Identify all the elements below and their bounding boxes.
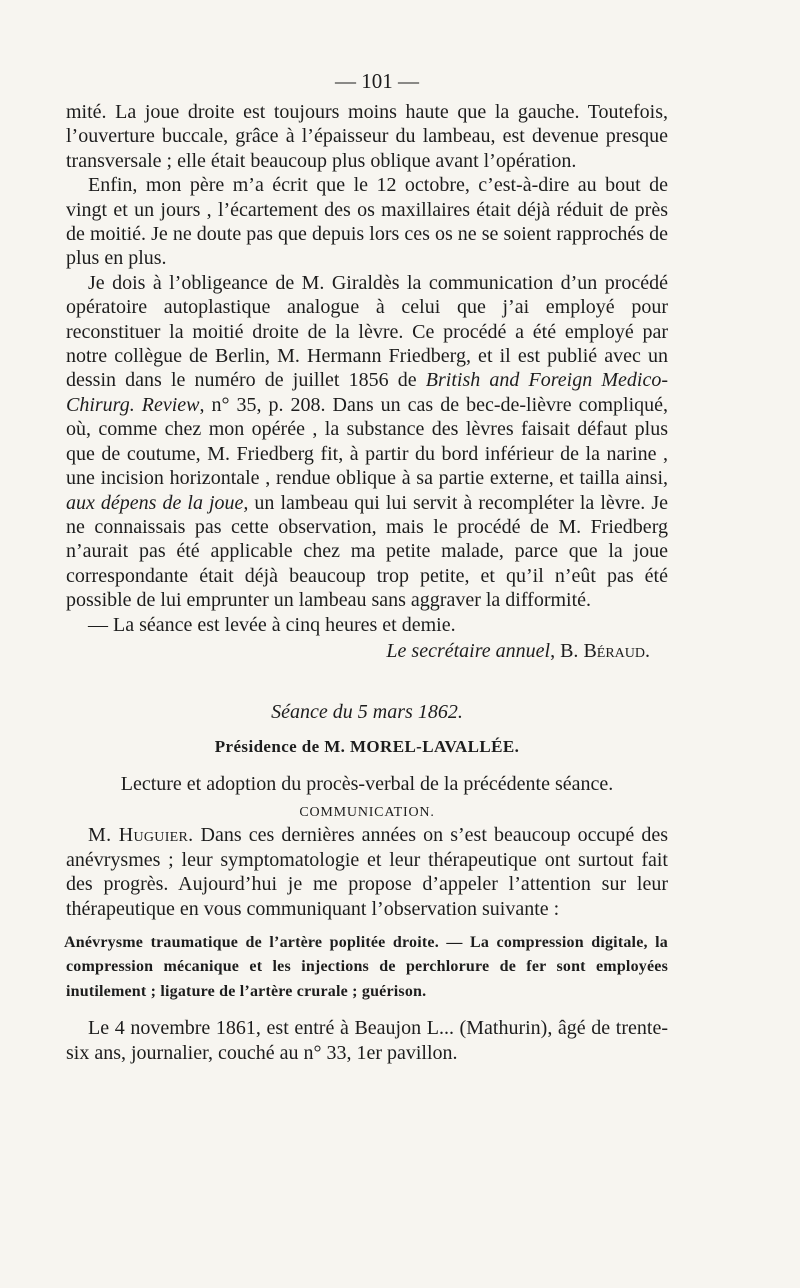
huguier-paragraph — [66, 823, 668, 921]
paragraph-2: Enfin, mon père m’a écrit que le 12 octobre, c’est-à-dire au bout de vingt et un jours , l’écartement des os maxillaires était déjà réduit de près de moitié. Je ne doute pas que depuis lors ces os ne se soient rapprochés de plus en plus. — [66, 174, 668, 270]
italic-phrase: aux dépens de la joue, — [66, 491, 249, 514]
case-paragraph: Le 4 novembre 1861, est entré à Beaujon L... (Mathurin), âgé de trente-six ans, journalier, couché au n° 33, 1er pavillon. — [66, 1017, 668, 1064]
signature-initial: B. — [560, 639, 584, 662]
paragraph-3-part-c: un lambeau qui lui servit à recompléter la lèvre. Je ne connaissais pas cette observation, mais le procédé de M. Friedberg n’aurait pas été applicable chez ma petite malade, parce que la joue correspondante était déjà beaucoup trop petite, et qu’il n’eût pas été possible de lui emprunter un lambeau sans aggraver la difformité. — [66, 491, 668, 612]
page-number: — 101 — — [335, 69, 419, 93]
paragraph-1: mité. La joue droite est toujours moins haute que la gauche. Toutefois, l’ouverture buccale, grâce à l’épaisseur du lambeau, est devenue presque transversale ; elle était beaucoup plus oblique avant l’opération. — [66, 101, 668, 172]
presidence-line: Présidence de M. MOREL-LAVALLÉE. — [214, 737, 520, 757]
secretary-signature — [66, 639, 668, 663]
lecture-line: Lecture et adoption du procès-verbal de la précédente séance. — [120, 773, 614, 796]
page-body — [66, 100, 668, 1065]
case-title: Anévrysme traumatique de l’artère poplitée droite. — La compression digitale, la compression mécanique et les injections de perchlorure de fer sont employées inutilement ; ligature de l’artère crurale ; guérison. — [64, 933, 668, 1000]
paragraph-3-part-b: , n° 35, p. 208. Dans un cas de bec-de-lièvre compliqué, où, comme chez mon opérée , la substance des lèvres faisait défaut plus que de coutume, M. Friedberg fit, à partir du bord inférieur de la narine , une incision horizontale , rendue oblique à sa partie externe, et tailla ainsi, — [66, 393, 669, 490]
paragraph-4: — La séance est levée à cinq heures et demie. — [88, 613, 456, 636]
huguier-text: Dans ces dernières années on s’est beaucoup occupé des anévrysmes ; leur symptomatologie et leur thérapeutique ont surtout fait des progrès. Aujourd’hui je me propose d’appeler l’attention sur leur thérapeutique en vous communiquant l’observation suivante : — [66, 824, 668, 920]
paragraph-3-part-a: Je dois à l’obligeance de M. Giraldès la communication d’un procédé opératoire autoplastique analogue à celui que j’ai employé pour reconstituer la moitié droite de la lèvre. Ce procédé a été employé par notre collègue de Berlin, M. Hermann Friedberg, et il est publié avec un dessin dans le numéro de juillet 1856 de — [66, 271, 668, 392]
signature-separator: , — [550, 639, 561, 662]
signature-role: Le secrétaire annuel — [386, 639, 551, 662]
signature-name: Béraud. — [583, 639, 650, 662]
journal-title: British and Foreign Medico-Chirurg. Review — [66, 369, 668, 416]
session-title: Séance du 5 mars 1862. — [271, 701, 463, 724]
paragraph-3 — [66, 271, 668, 613]
speaker-name: M. Huguier. — [88, 824, 194, 847]
communication-heading: COMMUNICATION. — [299, 805, 435, 821]
